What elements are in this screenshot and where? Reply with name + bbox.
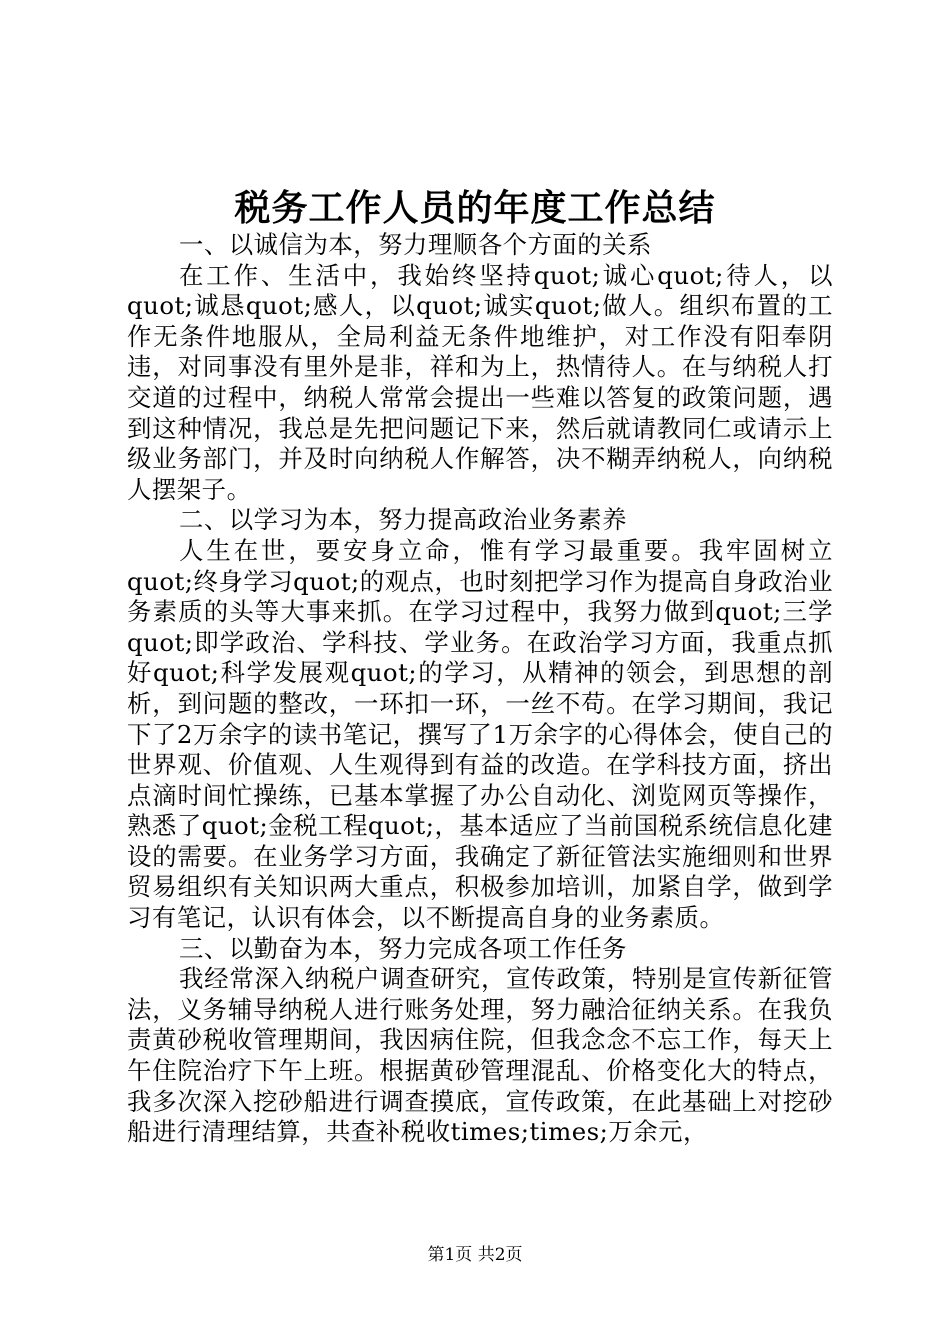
section-heading-2: 二、以学习为本，努力提高政治业务素养: [179, 505, 628, 535]
section-paragraph-2: 人生在世，要安身立命，惟有学习最重要。我牢固树立quot;终身学习quot;的观点，也时刻把学习作为提高自身政治业务素质的头等大事来抓。在学习过程中，我努力做到quot;三学quot;即学政治、学科技、学业务。在政治学习方面，我重点抓好quot;科学发展观quot;的学习，从精神的领会，到思想的剖析，到问题的整改，一环扣一环，一丝不苟。在学习期间，我记下了2万余字的读书笔记，撰写了1万余字的心得体会，使自己的世界观、价值观、人生观得到有益的改造。在学科技方面，挤出点滴时间忙操练，已基本掌握了办公自动化、浏览网页等操作，熟悉了quot;金税工程quot;，基本适应了当前国税系统信息化建设的需要。在业务学习方面，我确定了新征管法实施细则和世界贸易组织有关知识两大重点，积极参加培训，加紧自学，做到学习有笔记，认识有体会，以不断提高自身的业务素质。: [127, 535, 833, 933]
document-body: [127, 230, 833, 1148]
section-paragraph-3: 我经常深入纳税户调查研究，宣传政策，特别是宣传新征管法，义务辅导纳税人进行账务处理，努力融洽征纳关系。在我负责黄砂税收管理期间，我因病住院，但我念念不忘工作，每天上午住院治疗下午上班。根据黄砂管理混乱、价格变化大的特点，我多次深入挖砂船进行调查摸底，宣传政策，在此基础上对挖砂船进行清理结算，共查补税收times;times;万余元，: [127, 964, 833, 1147]
page-footer: 第1页 共2页: [427, 1245, 523, 1265]
section-heading-3: 三、以勤奋为本，努力完成各项工作任务: [179, 933, 628, 963]
section-paragraph-1: 在工作、生活中，我始终坚持quot;诚心quot;待人，以quot;诚恳quot;感人，以quot;诚实quot;做人。组织布置的工作无条件地服从，全局利益无条件地维护，对工作没有阳奉阴违，对同事没有里外是非，祥和为上，热情待人。在与纳税人打交道的过程中，纳税人常常会提出一些难以答复的政策问题，遇到这种情况，我总是先把问题记下来，然后就请教同仁或请示上级业务部门，并及时向纳税人作解答，决不糊弄纳税人，向纳税人摆架子。: [127, 260, 833, 504]
document-title: 税务工作人员的年度工作总结: [234, 187, 716, 229]
section-heading-1: 一、以诚信为本，努力理顺各个方面的关系: [179, 230, 652, 259]
